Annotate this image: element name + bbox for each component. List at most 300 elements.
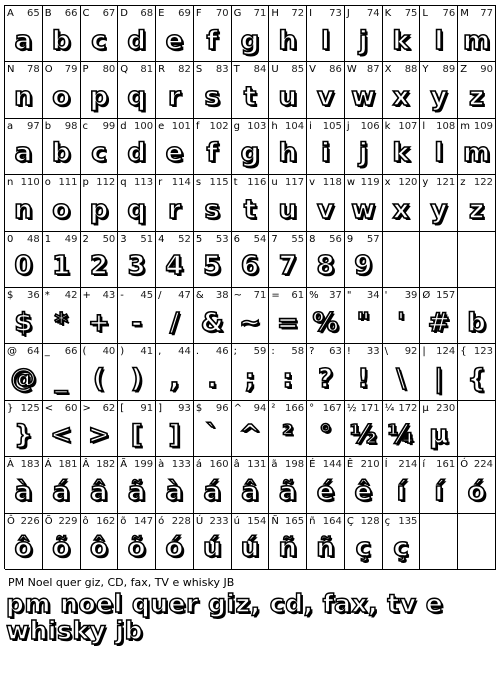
cell-character-label: Á: [44, 459, 52, 471]
charmap-cell: [81, 62, 119, 118]
cell-code-label: 70: [215, 8, 229, 19]
charmap-cell: [420, 62, 458, 118]
charmap-cell: [156, 514, 194, 570]
cell-glyph: y: [430, 82, 448, 113]
cell-character-label: ²: [271, 402, 276, 414]
charmap-cell: [81, 457, 119, 513]
charmap-row: [5, 514, 496, 570]
charmap-cell: [383, 175, 421, 231]
charmap-cell: [307, 175, 345, 231]
cell-glyph: /: [169, 307, 180, 338]
cell-code-label: 44: [178, 346, 191, 358]
charmap-cell: [345, 288, 383, 344]
cell-character-label: e: [158, 120, 165, 132]
cell-code-label: 77: [480, 8, 493, 19]
cell-glyph: [420, 246, 457, 287]
cell-glyph: ê: [354, 476, 373, 507]
cell-glyph: ñ: [278, 533, 297, 564]
charmap-cell: [156, 119, 194, 175]
cell-character-label: &: [195, 289, 204, 301]
cell-code-label: 105: [322, 120, 342, 132]
cell-character-label: G: [233, 8, 242, 19]
cell-glyph: 9: [354, 251, 373, 282]
cell-glyph: b: [51, 138, 71, 169]
charmap-cell: [458, 344, 496, 400]
charmap-cell: [420, 457, 458, 513]
charmap-cell: [420, 514, 458, 570]
charmap-cell: [307, 232, 345, 288]
charmap-cell: [420, 6, 458, 62]
cell-character-label: ?: [309, 346, 315, 358]
charmap-cell: [81, 6, 119, 62]
charmap-row: [5, 119, 496, 175]
cell-code-label: 64: [27, 346, 40, 358]
cell-character-label: ó: [158, 515, 165, 527]
cell-code-label: 52: [178, 233, 191, 245]
cell-glyph: `: [205, 420, 219, 451]
charmap-cell: [458, 288, 496, 344]
cell-code-label: 101: [171, 120, 191, 132]
cell-glyph: °: [319, 420, 332, 451]
charmap-cell: [345, 232, 383, 288]
cell-code-label: 71: [253, 8, 267, 19]
cell-code-label: 100: [133, 120, 154, 132]
cell-glyph: í: [396, 476, 406, 507]
cell-character-label: 5: [195, 233, 203, 245]
charmap-cell: [232, 288, 270, 344]
sample-display-text: pm noel quer giz, cd, fax, tv e whisky jb: [6, 589, 444, 645]
charmap-cell: [269, 119, 307, 175]
cell-glyph: w: [351, 82, 376, 113]
charmap-cell: [194, 288, 232, 344]
charmap-row: [5, 344, 496, 400]
cell-character-label: Ñ: [271, 515, 279, 527]
cell-character-label: ,: [158, 346, 162, 358]
charmap-cell: [232, 401, 270, 457]
cell-glyph: a: [14, 138, 33, 169]
charmap-cell: [458, 232, 496, 288]
cell-character-label: q: [120, 177, 127, 189]
cell-glyph: [383, 246, 420, 287]
charmap-cell: [118, 175, 156, 231]
cell-glyph: b: [51, 25, 71, 56]
cell-glyph: ": [356, 307, 371, 338]
cell-character-label: M: [460, 8, 469, 19]
cell-character-label: H: [271, 8, 279, 19]
cell-character-label: B: [44, 8, 52, 19]
cell-code-label: 89: [442, 64, 456, 76]
cell-character-label: /: [158, 289, 162, 301]
cell-character-label: ^: [233, 402, 242, 414]
charmap-cell: [43, 119, 81, 175]
cell-glyph: v: [317, 82, 334, 113]
cell-glyph: 2: [89, 251, 108, 282]
charmap-cell: [420, 288, 458, 344]
cell-code-label: 33: [366, 346, 380, 358]
charmap-cell: [307, 288, 345, 344]
cell-character-label: w: [346, 177, 356, 189]
cell-character-label: f: [195, 120, 200, 132]
cell-glyph: ½: [349, 420, 377, 451]
charmap-cell: [5, 514, 43, 570]
cell-character-label: a: [7, 120, 14, 132]
cell-code-label: 133: [171, 459, 191, 471]
cell-code-label: 118: [322, 177, 342, 189]
cell-code-label: 55: [291, 233, 305, 245]
cell-character-label: 0: [7, 233, 14, 245]
charmap-cell: [420, 175, 458, 231]
cell-code-label: 121: [436, 177, 456, 189]
cell-character-label: à: [158, 459, 165, 471]
charmap-cell: [194, 457, 232, 513]
cell-character-label: À: [7, 459, 14, 471]
cell-glyph: =: [276, 307, 299, 338]
charmap-cell: [194, 62, 232, 118]
charmap-cell: [269, 6, 307, 62]
cell-character-label: D: [120, 8, 128, 19]
cell-glyph: %: [312, 307, 339, 338]
cell-glyph: a: [14, 25, 33, 56]
cell-code-label: 114: [171, 177, 191, 189]
cell-character-label: (: [82, 346, 87, 358]
cell-code-label: 224: [473, 459, 493, 471]
cell-character-label: r: [158, 177, 163, 189]
charmap-cell: [118, 62, 156, 118]
cell-character-label: ½: [346, 402, 357, 414]
cell-glyph: !: [357, 364, 370, 395]
cell-character-label: Ã: [120, 459, 128, 471]
cell-code-label: 122: [473, 177, 493, 189]
cell-glyph: [458, 528, 495, 569]
charmap-cell: [269, 514, 307, 570]
charmap-cell: [43, 514, 81, 570]
cell-character-label: ]: [158, 402, 162, 414]
charmap-cell: [156, 457, 194, 513]
cell-glyph: _: [54, 364, 68, 395]
charmap-cell: [81, 401, 119, 457]
cell-glyph: r: [168, 82, 181, 113]
cell-code-label: 135: [398, 515, 418, 527]
cell-glyph: <: [50, 420, 73, 451]
cell-character-label: _: [44, 346, 50, 358]
charmap-cell: [81, 514, 119, 570]
cell-code-label: 80: [102, 64, 116, 76]
cell-character-label: @: [7, 346, 17, 358]
cell-glyph: @: [10, 364, 37, 395]
cell-glyph: :: [282, 364, 293, 395]
cell-code-label: 230: [436, 402, 456, 414]
charmap-cell: [43, 232, 81, 288]
charmap-cell: [81, 288, 119, 344]
cell-glyph: *: [54, 307, 68, 338]
cell-character-label: 3: [120, 233, 127, 245]
cell-code-label: 43: [102, 289, 116, 301]
cell-glyph: p: [89, 82, 109, 113]
cell-glyph: c: [91, 25, 107, 56]
charmap-cell: [383, 119, 421, 175]
cell-character-label: J: [346, 8, 350, 19]
cell-glyph: #: [427, 307, 450, 338]
cell-character-label: E: [158, 8, 165, 19]
cell-code-label: 90: [480, 64, 493, 76]
cell-glyph: u: [278, 82, 297, 113]
cell-character-label: í: [422, 459, 426, 471]
charmap-cell: [345, 401, 383, 457]
cell-code-label: 226: [20, 515, 40, 527]
cell-character-label: ): [120, 346, 125, 358]
cell-code-label: 157: [436, 289, 456, 301]
cell-code-label: 75: [404, 8, 418, 19]
cell-code-label: 63: [329, 346, 342, 358]
cell-code-label: 228: [171, 515, 191, 527]
cell-character-label: I: [309, 8, 313, 19]
cell-glyph: r: [168, 194, 181, 225]
charmap-cell: [5, 288, 43, 344]
cell-glyph: z: [469, 194, 485, 225]
cell-character-label: Ç: [346, 515, 354, 527]
charmap-row: [5, 457, 496, 513]
cell-code-label: 198: [285, 459, 305, 471]
cell-character-label: +: [82, 289, 91, 301]
charmap-cell: [269, 175, 307, 231]
cell-code-label: 56: [329, 233, 342, 245]
cell-character-label: -: [120, 289, 124, 301]
cell-code-label: 199: [133, 459, 154, 471]
cell-glyph: l: [434, 138, 444, 169]
charmap-cell: [345, 344, 383, 400]
charmap-cell: [232, 232, 270, 288]
cell-character-label: U: [271, 64, 279, 76]
cell-code-label: 36: [27, 289, 40, 301]
cell-code-label: 108: [436, 120, 456, 132]
cell-character-label: j: [346, 120, 350, 132]
cell-code-label: 112: [96, 177, 116, 189]
cell-code-label: 67: [102, 8, 116, 19]
charmap-cell: [5, 6, 43, 62]
cell-glyph: à: [165, 476, 184, 507]
cell-glyph: [: [130, 420, 143, 451]
cell-glyph: j: [358, 25, 368, 56]
cell-glyph: j: [358, 138, 368, 169]
cell-code-label: 58: [291, 346, 305, 358]
cell-character-label: >: [82, 402, 91, 414]
cell-code-label: 92: [404, 346, 418, 358]
charmap-cell: [194, 401, 232, 457]
cell-character-label: 6: [233, 233, 240, 245]
cell-code-label: 131: [247, 459, 267, 471]
cell-glyph: µ: [429, 420, 449, 451]
cell-code-label: 233: [209, 515, 229, 527]
cell-character-label: =: [271, 289, 280, 301]
cell-glyph: .: [207, 364, 218, 395]
cell-code-label: 79: [64, 64, 78, 76]
cell-code-label: 183: [20, 459, 40, 471]
cell-character-label: K: [384, 8, 392, 19]
cell-glyph: n: [14, 82, 33, 113]
charmap-row: [5, 401, 496, 457]
cell-code-label: 115: [209, 177, 229, 189]
cell-character-label: n: [7, 177, 14, 189]
cell-code-label: 166: [285, 402, 305, 414]
cell-glyph: w: [351, 194, 376, 225]
cell-code-label: 88: [404, 64, 418, 76]
cell-glyph: ²: [282, 420, 294, 451]
cell-character-label: õ: [120, 515, 127, 527]
cell-code-label: 94: [253, 402, 267, 414]
charmap-cell: [5, 344, 43, 400]
cell-character-label: u: [271, 177, 278, 189]
cell-code-label: 78: [27, 64, 40, 76]
charmap-cell: [156, 6, 194, 62]
cell-glyph: ã: [127, 476, 146, 507]
cell-character-label: b: [44, 120, 52, 132]
cell-glyph: >: [88, 420, 110, 451]
cell-code-label: 47: [178, 289, 191, 301]
cell-character-label: h: [271, 120, 278, 132]
cell-glyph: 4: [165, 251, 184, 282]
cell-glyph: õ: [52, 533, 71, 564]
cell-glyph: +: [88, 307, 110, 338]
cell-character-label: ú: [233, 515, 240, 527]
charmap-cell: [383, 62, 421, 118]
cell-glyph: [458, 246, 495, 287]
cell-glyph: z: [469, 82, 485, 113]
cell-character-label: Ô: [7, 515, 15, 527]
cell-code-label: 154: [247, 515, 267, 527]
cell-code-label: 103: [247, 120, 267, 132]
charmap-cell: [232, 119, 270, 175]
charmap-cell: [383, 457, 421, 513]
cell-code-label: 162: [96, 515, 116, 527]
charmap-cell: [156, 401, 194, 457]
cell-glyph: 6: [240, 251, 260, 282]
cell-code-label: 86: [329, 64, 342, 76]
cell-character-label: }: [7, 402, 14, 414]
cell-glyph: u: [278, 194, 297, 225]
cell-character-label: â: [233, 459, 240, 471]
cell-character-label: L: [422, 8, 428, 19]
cell-glyph: s: [204, 194, 220, 225]
charmap-cell: [156, 344, 194, 400]
charmap-row: [5, 6, 496, 62]
cell-character-label: x: [384, 177, 391, 189]
cell-character-label: g: [233, 120, 240, 132]
cell-glyph: â: [90, 476, 108, 507]
cell-glyph: e: [165, 138, 184, 169]
cell-glyph: s: [204, 82, 220, 113]
cell-glyph: n: [14, 194, 33, 225]
cell-code-label: 96: [215, 402, 229, 414]
charmap-cell: [458, 6, 496, 62]
cell-code-label: 84: [253, 64, 267, 76]
charmap-cell: [81, 232, 119, 288]
charmap-cell: [43, 288, 81, 344]
cell-character-label: X: [384, 64, 392, 76]
charmap-cell: [81, 119, 119, 175]
cell-character-label: C: [82, 8, 90, 19]
charmap-cell: [156, 232, 194, 288]
cell-code-label: 109: [473, 120, 493, 132]
cell-glyph: c: [91, 138, 107, 169]
cell-character-label: d: [120, 120, 127, 132]
cell-glyph: ): [130, 364, 143, 395]
cell-code-label: 124: [436, 346, 456, 358]
charmap-cell: [383, 344, 421, 400]
cell-character-label: z: [460, 177, 466, 189]
sample-caption: PM Noel quer giz, CD, fax, TV e whisky JB: [8, 576, 235, 589]
cell-code-label: 93: [178, 402, 191, 414]
cell-character-label: Z: [460, 64, 468, 76]
charmap-cell: [43, 457, 81, 513]
cell-code-label: 76: [442, 8, 456, 19]
cell-glyph: â: [241, 476, 259, 507]
cell-code-label: 113: [133, 177, 154, 189]
cell-glyph: \: [396, 364, 406, 395]
cell-glyph: ô: [14, 533, 33, 564]
cell-code-label: 144: [322, 459, 342, 471]
cell-glyph: 8: [316, 251, 335, 282]
cell-code-label: 102: [209, 120, 229, 132]
cell-code-label: 45: [140, 289, 154, 301]
cell-character-label: µ: [422, 402, 429, 414]
charmap-cell: [458, 175, 496, 231]
charmap-cell: [458, 119, 496, 175]
charmap-cell: [345, 62, 383, 118]
cell-character-label: 7: [271, 233, 278, 245]
cell-character-label: .: [195, 346, 200, 358]
cell-code-label: 106: [360, 120, 380, 132]
charmap-cell: [194, 119, 232, 175]
charmap-cell: [383, 401, 421, 457]
cell-glyph: ]: [168, 420, 181, 451]
charmap-cell: [118, 119, 156, 175]
cell-glyph: à: [14, 476, 33, 507]
cell-glyph: 5: [203, 251, 222, 282]
cell-character-label: S: [195, 64, 203, 76]
cell-glyph: f: [206, 138, 218, 169]
cell-character-label: <: [44, 402, 54, 414]
cell-character-label: ô: [82, 515, 89, 527]
cell-glyph: [420, 528, 457, 569]
cell-character-label: Q: [120, 64, 129, 76]
cell-code-label: 54: [253, 233, 267, 245]
cell-character-label: :: [271, 346, 275, 358]
cell-character-label: o: [44, 177, 51, 189]
charmap-cell: [269, 232, 307, 288]
cell-glyph: p: [89, 194, 109, 225]
charmap-cell: [118, 288, 156, 344]
cell-character-label: !: [346, 346, 351, 358]
charmap-cell: [383, 514, 421, 570]
charmap-cell: [383, 232, 421, 288]
cell-code-label: 48: [27, 233, 40, 245]
cell-code-label: 68: [140, 8, 154, 19]
cell-glyph: í: [434, 476, 444, 507]
cell-character-label: Ó: [460, 459, 469, 471]
cell-character-label: {: [460, 346, 467, 358]
cell-character-label: k: [384, 120, 391, 132]
cell-code-label: 59: [253, 346, 267, 358]
cell-glyph: é: [316, 476, 335, 507]
cell-glyph: ç: [355, 533, 371, 564]
cell-character-label: s: [195, 177, 202, 189]
cell-glyph: k: [392, 25, 410, 56]
cell-glyph: g: [240, 25, 260, 56]
charmap-cell: [232, 6, 270, 62]
cell-glyph: ú: [240, 533, 260, 564]
cell-glyph: l: [321, 25, 330, 56]
cell-character-label: F: [195, 8, 202, 19]
